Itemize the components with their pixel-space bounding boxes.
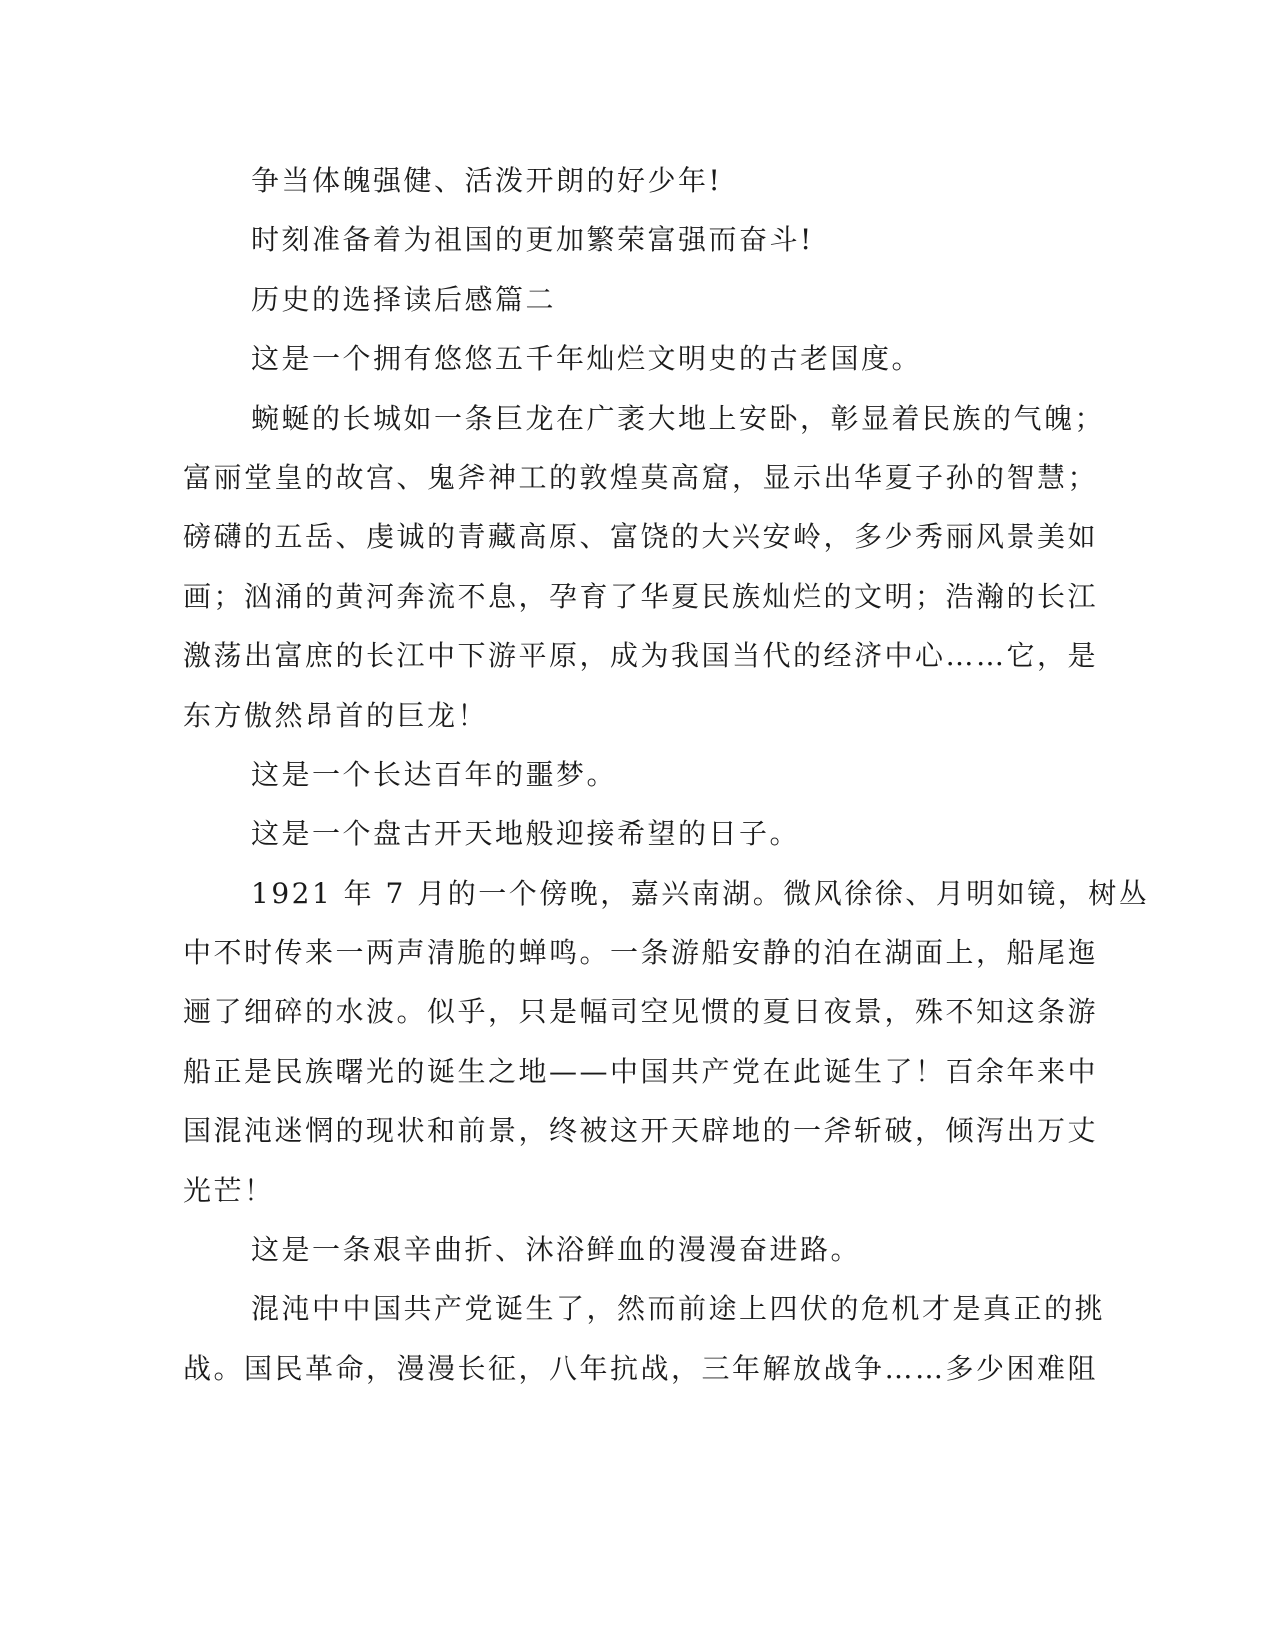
text-line: 画；汹涌的黄河奔流不息，孕育了华夏民族灿烂的文明；浩瀚的长江	[183, 579, 1099, 613]
text-line: 东方傲然昂首的巨龙！	[183, 698, 489, 732]
text-line: 逦了细碎的水波。似乎，只是幅司空见惯的夏日夜景，殊不知这条游	[183, 995, 1099, 1029]
document-body	[183, 151, 1150, 1398]
text-line: 这是一个拥有悠悠五千年灿烂文明史的古老国度。	[251, 342, 923, 376]
text-line: 蜿蜒的长城如一条巨龙在广袤大地上安卧，彰显着民族的气魄；	[251, 401, 1106, 435]
text-line: 国混沌迷惘的现状和前景，终被这开天辟地的一斧斩破，倾泻出万丈	[183, 1114, 1099, 1148]
text-line: 磅礴的五岳、虔诚的青藏高原、富饶的大兴安岭，多少秀丽风景美如	[183, 520, 1099, 554]
text-line: 激荡出富庶的长江中下游平原，成为我国当代的经济中心……它，是	[183, 639, 1099, 673]
text-line: 这是一个长达百年的噩梦。	[251, 757, 618, 791]
text-line: 争当体魄强健、活泼开朗的好少年!	[251, 164, 723, 197]
text-line: 光芒！	[183, 1173, 275, 1207]
text-line: 1921 年 7 月的一个傍晚，嘉兴南湖。微风徐徐、月明如镜，树丛	[251, 876, 1150, 910]
text-line: 时刻准备着为祖国的更加繁荣富强而奋斗!	[251, 223, 814, 257]
text-line: 混沌中中国共产党诞生了，然而前途上四伏的危机才是真正的挑	[251, 1292, 1106, 1326]
section-heading: 历史的选择读后感篇二	[251, 282, 557, 316]
text-line: 这是一条艰辛曲折、沐浴鲜血的漫漫奋进路。	[251, 1233, 862, 1267]
text-line: 这是一个盘古开天地般迎接希望的日子。	[251, 817, 801, 851]
text-line: 中不时传来一两声清脆的蝉鸣。一条游船安静的泊在湖面上，船尾迤	[183, 936, 1099, 970]
text-line: 富丽堂皇的故宫、鬼斧神工的敦煌莫高窟，显示出华夏子孙的智慧；	[183, 460, 1099, 494]
text-line: 战。国民革命，漫漫长征，八年抗战，三年解放战争……多少困难阻	[183, 1351, 1099, 1385]
text-line: 船正是民族曙光的诞生之地——中国共产党在此诞生了！百余年来中	[183, 1054, 1099, 1088]
